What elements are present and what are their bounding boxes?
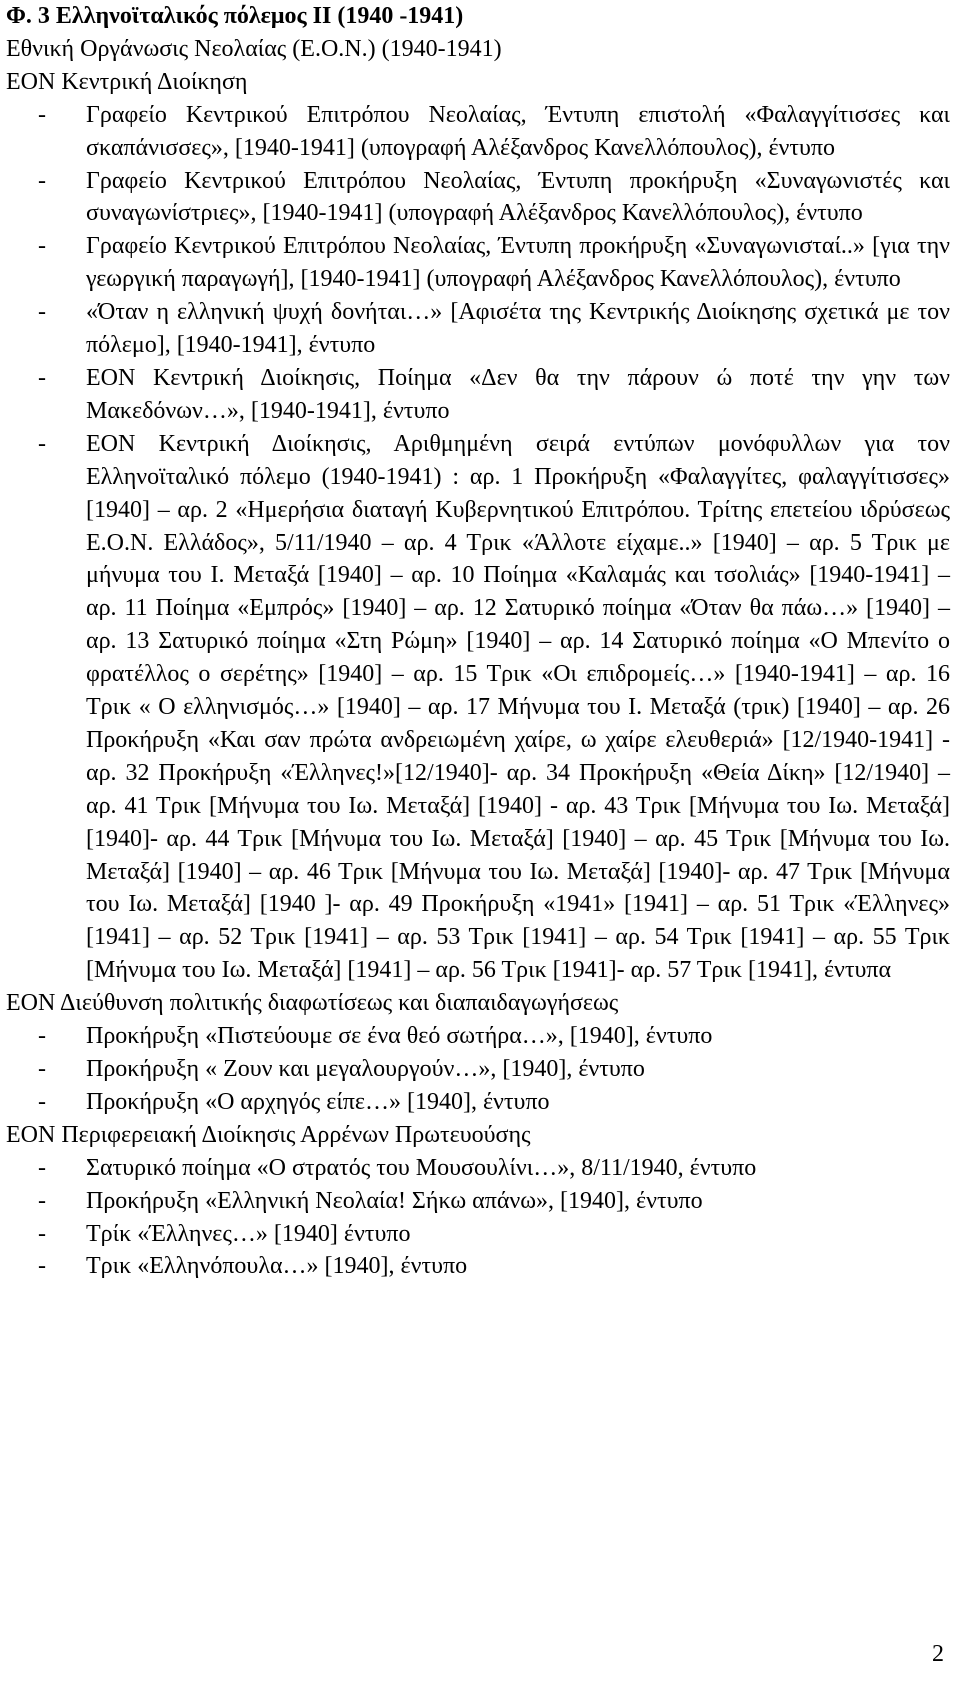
bullet-dash: - xyxy=(38,430,46,457)
list-item xyxy=(38,230,950,296)
list-item xyxy=(38,296,950,362)
list-item-text: ΕΟΝ Κεντρική Διοίκησις, Αριθμημένη σειρά εντύπων μονόφυλλων για τον Ελληνοϊταλικό πόλεμο (1940-1941) : αρ. 1 Προκήρυξη «Φαλαγγίτες, φαλαγγίτισσες» [1940] – αρ. 2 «Ημερήσια διαταγή Κυβερνητικού Επιτρόπου. Τρίτης επετείου ιδρύσεως Ε.Ο.Ν. Ελλάδος», 5/11/1940 – αρ. 4 Τρικ «Άλλοτε είχαμε..» [1940] – αρ. 5 Τρικ με μήνυμα του Ι. Μεταξά [1940] – αρ. 10 Ποίημα «Καλαμάς και τσολιάς» [1940-1941] – αρ. 11 Ποίημα «Εμπρός» [1940] – αρ. 12 Σατυρικό ποίημα «Όταν θα πάω…» [1940] – αρ. 13 Σατυρικό ποίημα «Στη Ρώμη» [1940] – αρ. 14 Σατυρικό ποίημα «Ο Μπενίτο ο φρατέλλος ο σερέτης» [1940] – αρ. 15 Τρικ «Οι επιδρομείς…» [1940-1941] – αρ. 16 Τρικ « Ο ελληνισμός…» [1940] – αρ. 17 Μήνυμα του Ι. Μεταξά (τρικ) [1940] – αρ. 26 Προκήρυξη «Και σαν πρώτα ανδρειωμένη χαίρε, ω χαίρε ελευθεριά» [12/1940-1941] - αρ. 32 Προκήρυξη «Έλληνες!»[12/1940]- αρ. 34 Προκήρυξη «Θεία Δίκη» [12/1940] – αρ. 41 Τρικ [Μήνυμα του Ιω. Μεταξά] [1940] - αρ. 43 Τρικ [Μήνυμα του Ιω. Μεταξά] [1940]- αρ. 44 Τρικ [Μήνυμα του Ιω. Μεταξά] [1940] – αρ. 45 Τρικ [Μήνυμα του Ιω. Μεταξά] [1940] – αρ. 46 Τρικ [Μήνυμα του Ιω. Μεταξά] [1940]- αρ. 47 Τρικ [Μήνυμα του Ιω. Μεταξά] [1940 ]- αρ. 49 Προκήρυξη «1941» [1941] – αρ. 51 Τρικ «Έλληνες» [1941] – αρ. 52 Τρικ [1941] – αρ. 53 Τρικ [1941] – αρ. 54 Τρικ [1941] – αρ. 55 Τρικ [Μήνυμα του Ιω. Μεταξά] [1941] – αρ. 56 Τρικ [1941]- αρ. 57 Τρικ [1941], έντυπα xyxy=(86,430,950,984)
section-regional-administration xyxy=(6,1119,954,1284)
list-item-text: Γραφείο Κεντρικού Επιτρόπου Νεολαίας, Έντυπη προκήρυξη «Συναγωνισταί..» [για την γεωργική παραγωγή], [1940-1941] (υπογραφή Αλέξανδρος Κανελλόπουλος), έντυπο xyxy=(86,233,950,293)
bullet-dash: - xyxy=(38,364,46,391)
bullet-dash: - xyxy=(38,1056,46,1082)
list-item-text: Προκήρυξη «Ο αρχηγός είπε…» [1940], έντυπο xyxy=(86,1088,550,1115)
section-title: ΕΟΝ Διεύθυνση πολιτικής διαφωτίσεως και διαπαιδαγωγήσεως xyxy=(6,990,619,1017)
document-body xyxy=(6,0,954,1283)
bullet-dash: - xyxy=(38,101,46,128)
section-title: ΕΟΝ Κεντρική Διοίκηση xyxy=(6,68,248,95)
list-item xyxy=(38,1250,950,1283)
list-item xyxy=(38,99,950,165)
section-title: ΕΟΝ Περιφερειακή Διοίκησις Αρρένων Πρωτευούσης xyxy=(6,1121,531,1148)
bullet-dash: - xyxy=(38,167,46,194)
bullet-dash: - xyxy=(38,1023,46,1050)
list-item-text: Γραφείο Κεντρικού Επιτρόπου Νεολαίας, Έντυπη επιστολή «Φαλαγγίτισσες και σκαπάνισσες», [1940-1941] (υπογραφή Αλέξανδρος Κανελλόπουλος), έντυπο xyxy=(86,101,950,161)
list-item xyxy=(38,1086,950,1119)
list-item xyxy=(38,1053,950,1086)
document-subheading: Εθνική Οργάνωσις Νεολαίας (Ε.Ο.Ν.) (1940-1941) xyxy=(6,35,502,62)
list-item xyxy=(38,1218,950,1251)
section-political-enlightenment xyxy=(6,987,954,1119)
list-item-text: Προκήρυξη « Ζουν και μεγαλουργούν…», [1940], έντυπο xyxy=(86,1056,645,1082)
bullet-dash: - xyxy=(38,1154,46,1181)
list-item xyxy=(38,362,950,428)
bullet-dash: - xyxy=(38,1088,46,1115)
bullet-dash: - xyxy=(38,1220,46,1247)
section-central-administration xyxy=(6,66,954,987)
list-item xyxy=(38,1185,950,1218)
list-item-text: Τρίκ «Έλληνες…» [1940] έντυπο xyxy=(86,1220,411,1247)
list-item-text: ΕΟΝ Κεντρική Διοίκησις, Ποίημα «Δεν θα την πάρουν ώ ποτέ την γην των Μακεδόνων…», [1940-1941], έντυπο xyxy=(86,364,950,424)
list-item xyxy=(38,428,950,987)
list-item-text: Προκήρυξη «Ελληνική Νεολαία! Σήκω απάνω», [1940], έντυπο xyxy=(86,1187,703,1214)
document-heading: Φ. 3 Ελληνοϊταλικός πόλεμος ΙΙ (1940 -1941) xyxy=(6,3,464,29)
list-item xyxy=(38,165,950,231)
list-item-text: «Όταν η ελληνική ψυχή δονήται…» [Αφισέτα της Κεντρικής Διοίκησης σχετικά με τον πόλεμο], [1940-1941], έντυπο xyxy=(86,299,950,359)
bullet-dash: - xyxy=(38,1253,46,1280)
list-item-text: Προκήρυξη «Πιστεύουμε σε ένα θεό σωτήρα…», [1940], έντυπο xyxy=(86,1023,713,1050)
list-item-text: Τρικ «Ελληνόπουλα…» [1940], έντυπο xyxy=(86,1253,468,1280)
page-number: 2 xyxy=(932,1641,944,1667)
bullet-dash: - xyxy=(38,233,46,260)
list-item xyxy=(38,1152,950,1185)
bullet-dash: - xyxy=(38,299,46,326)
list-item-text: Σατυρικό ποίημα «Ο στρατός του Μουσουλίνι…», 8/11/1940, έντυπο xyxy=(86,1154,757,1181)
bullet-dash: - xyxy=(38,1187,46,1214)
list-item xyxy=(38,1020,950,1053)
list-item-text: Γραφείο Κεντρικού Επιτρόπου Νεολαίας, Έντυπη προκήρυξη «Συναγωνιστές και συναγωνίστριες», [1940-1941] (υπογραφή Αλέξανδρος Κανελλόπουλος), έντυπο xyxy=(86,167,950,227)
